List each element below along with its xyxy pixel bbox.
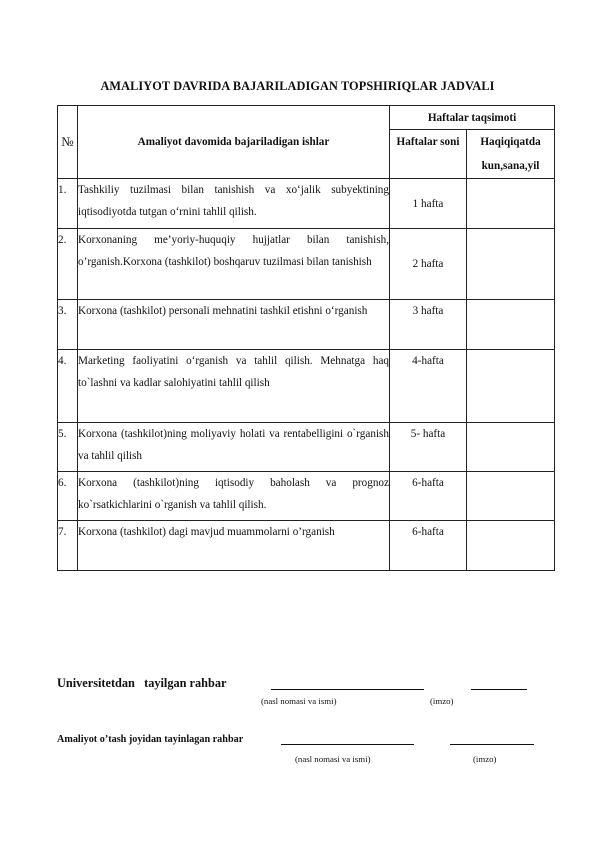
row-actual-date xyxy=(467,229,555,300)
row-task: Korxona (tashkilot) personali mehnatini tashkil etishni o‘rganish xyxy=(78,300,390,350)
table-row xyxy=(58,472,555,521)
table-row xyxy=(58,350,555,423)
header-actual-date: Haqiqiqatda kun,sana,yil xyxy=(467,130,555,179)
row-weeks: 3 hafta xyxy=(390,300,467,350)
header-task: Amaliyot davomida bajariladigan ishlar xyxy=(78,106,390,179)
row-actual-date xyxy=(467,350,555,423)
row-weeks: 2 hafta xyxy=(390,229,467,300)
header-weeks-count: Haftalar soni xyxy=(390,130,467,179)
row-weeks: 5- hafta xyxy=(390,423,467,472)
row-actual-date xyxy=(467,472,555,521)
row-weeks: 6-hafta xyxy=(390,472,467,521)
header-number: № xyxy=(58,106,78,179)
row-number: 7. xyxy=(58,521,78,571)
table-row xyxy=(58,179,555,229)
row-weeks: 6-hafta xyxy=(390,521,467,571)
row-number: 2. xyxy=(58,229,78,300)
site-name-line xyxy=(281,744,414,745)
university-name-caption: (nasl nomasi va ismi) xyxy=(261,696,337,706)
table-row xyxy=(58,423,555,472)
tasks-table xyxy=(57,105,555,571)
row-actual-date xyxy=(467,300,555,350)
row-actual-date xyxy=(467,179,555,229)
page-title: AMALIYOT DAVRIDA BAJARILADIGAN TOPSHIRIQLAR JADVALI xyxy=(100,79,495,93)
row-task: Tashkiliy tuzilmasi bilan tanishish va xo‘jalik subyektining iqtisodiyotda tutgan o‘rnini tahlil qilish. xyxy=(78,179,390,229)
row-task: Marketing faoliyatini o‘rganish va tahlil qilish. Mehnatga haq to`lashni va kadlar salohiyatini tahlil qilish xyxy=(78,350,390,423)
row-number: 3. xyxy=(58,300,78,350)
row-actual-date xyxy=(467,423,555,472)
header-weekly-breakdown: Haftalar taqsimoti xyxy=(390,106,555,130)
table-row xyxy=(58,300,555,350)
site-name-caption: (nasl nomasi va ismi) xyxy=(295,754,371,764)
site-signature-line xyxy=(450,744,534,745)
row-weeks: 4-hafta xyxy=(390,350,467,423)
row-task: Korxona (tashkilot)ning moliyaviy holati va rentabelligini o`rganish va tahlil qilish xyxy=(78,423,390,472)
table-row xyxy=(58,229,555,300)
table-row xyxy=(58,521,555,571)
row-task: Korxona (tashkilot)ning iqtisodiy baholash va prognoz ko`rsatkichlarini o`rganish va tahlil qilish. xyxy=(78,472,390,521)
university-signature-line xyxy=(471,689,527,690)
university-supervisor-label: Universitetdan tayilgan rahbar xyxy=(57,676,227,690)
university-name-line xyxy=(271,689,424,690)
university-signature-caption: (imzo) xyxy=(430,696,454,706)
row-number: 4. xyxy=(58,350,78,423)
row-actual-date xyxy=(467,521,555,571)
site-signature-caption: (imzo) xyxy=(473,754,497,764)
row-task: Korxona (tashkilot) dagi mavjud muammolarni o’rganish xyxy=(78,521,390,571)
row-number: 1. xyxy=(58,179,78,229)
row-number: 6. xyxy=(58,472,78,521)
row-number: 5. xyxy=(58,423,78,472)
row-task: Korxonaning me’yoriy-huquqiy hujjatlar bilan tanishish, o’rganish.Korxona (tashkilot) boshqaruv tuzilmasi bilan tanishish xyxy=(78,229,390,300)
site-supervisor-label: Amaliyot o’tash joyidan tayinlagan rahbar xyxy=(57,734,244,745)
row-weeks: 1 hafta xyxy=(390,179,467,229)
